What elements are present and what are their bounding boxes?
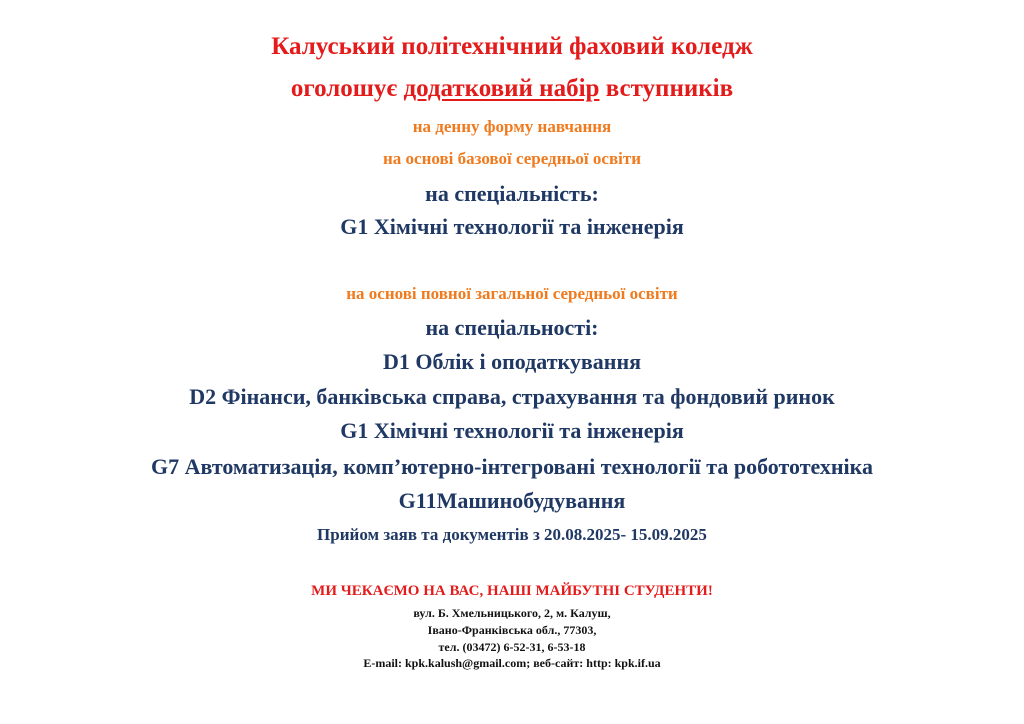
basis-basic-education: на основі базової середньої освіти [383,149,641,168]
basis-full-education: на основі повної загальної середньої освіти [346,284,678,303]
phone-numbers: тел. (03472) 6-52-31, 6-53-18 [438,640,586,654]
specialty-item: D2 Фінанси, банківська справа, страхування та фондовий ринок [189,384,835,409]
address-region: Івано-Франківська обл., 77303, [427,623,597,637]
address-street: вул. Б. Хмельницького, 2, м. Калуш, [413,606,611,620]
specialty-item: G1 Хімічні технології та інженерія [340,418,684,443]
study-form: на денну форму навчання [412,117,612,136]
specialty-item: G11Машинобудування [398,488,626,513]
headline-emphasis: додатковий набір [403,75,600,102]
basic-specialty-heading: на спеціальність: [425,181,599,206]
headline-prefix: оголошує [290,75,404,102]
specialty-item: D1 Облік і оподаткування [382,349,642,374]
announcement-headline [0,76,1024,101]
headline-suffix: вступників [599,75,734,102]
basic-specialty-item: G1 Хімічні технології та інженерія [340,214,684,239]
admission-dates: Прийом заяв та документів з 20.08.2025- 15.09.2025 [317,525,707,544]
welcome-slogan: МИ ЧЕКАЄМО НА ВАС, НАШІ МАЙБУТНІ СТУДЕНТИ! [311,583,713,599]
college-name: Калуський політехнічний фаховий коледж [271,33,753,60]
specialty-item: G7 Автоматизація, комп’ютерно-інтегровані технології та робототехніка [151,454,873,479]
contact-info: E-mail: kpk.kalush@gmail.com; веб-сайт: http: kpk.if.ua [363,656,661,670]
full-specialties-heading: на спеціальності: [425,315,599,340]
